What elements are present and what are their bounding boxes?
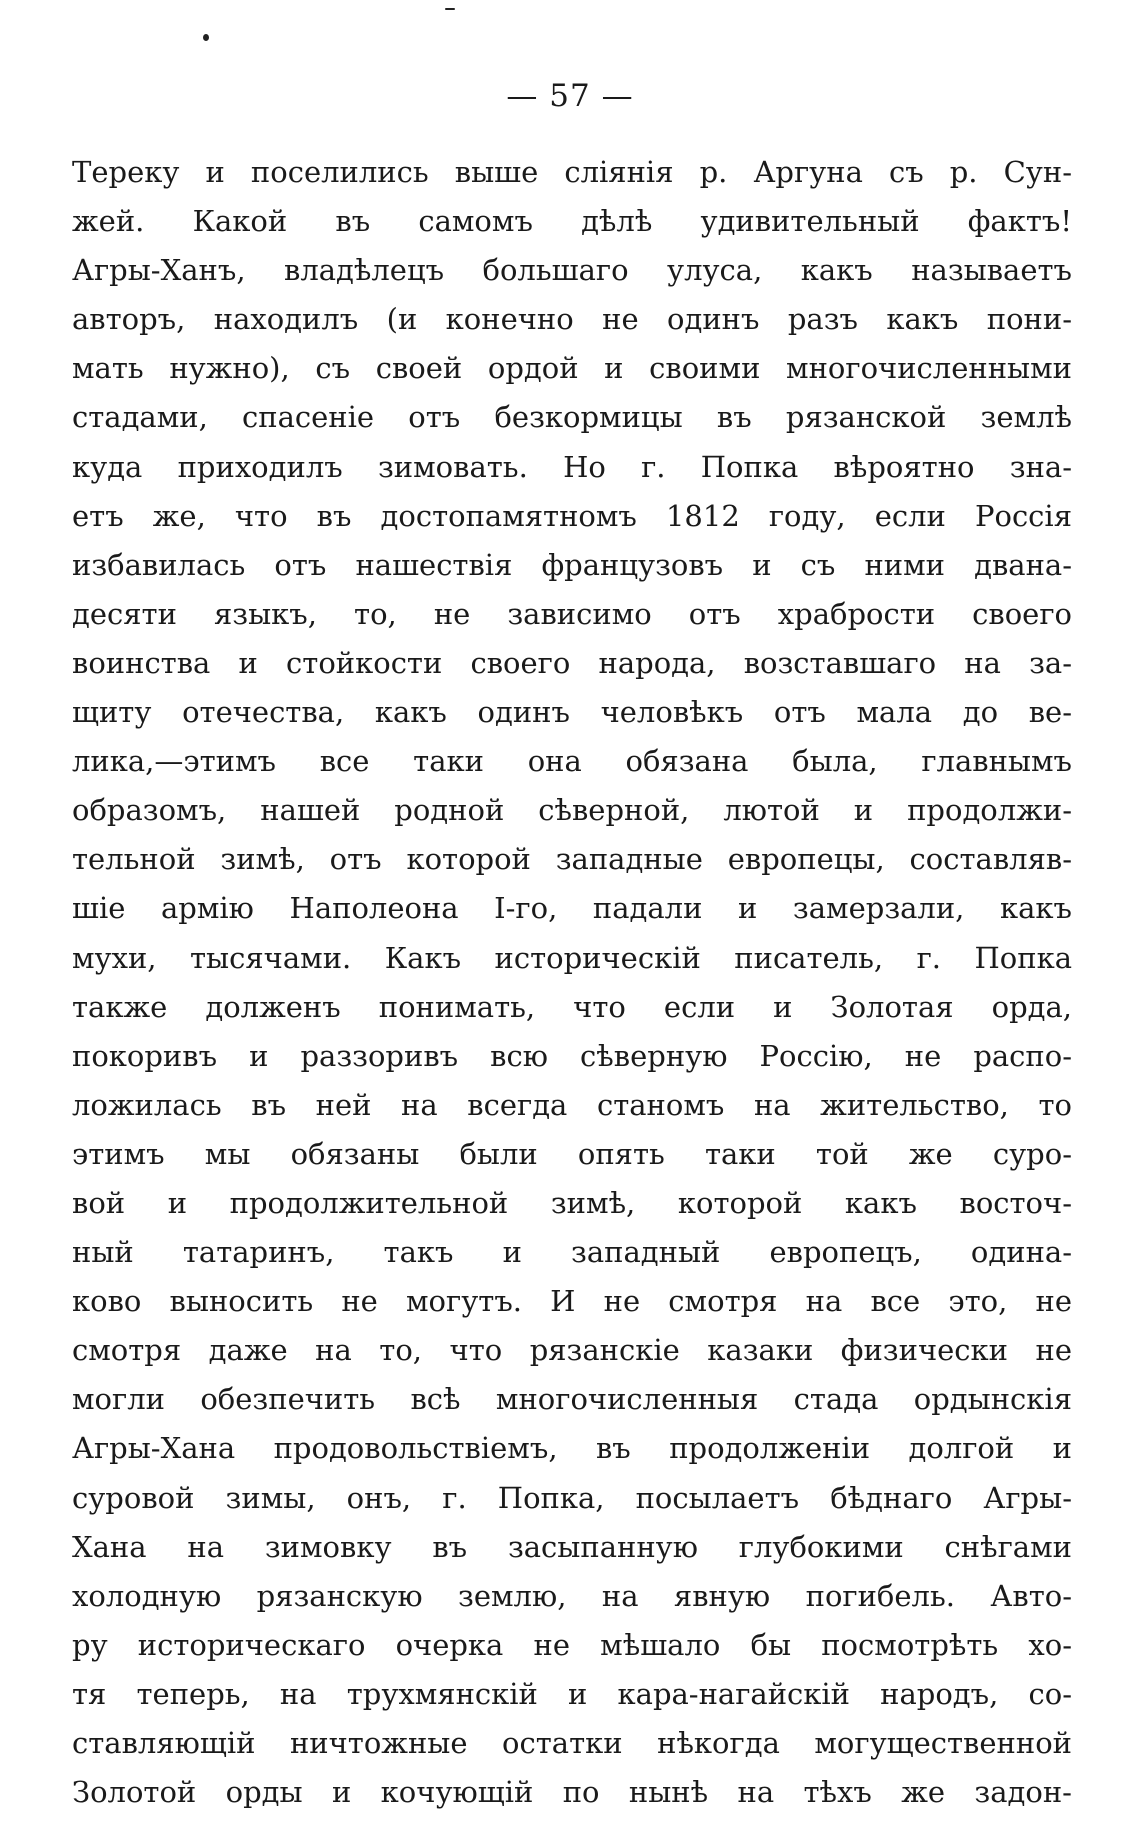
text-line: избавилась отъ нашествія французовъ и съ ними двана- bbox=[72, 547, 1072, 582]
text-line: также долженъ понимать, что если и Золотая орда, bbox=[72, 989, 1072, 1024]
text-line: лика,—этимъ все таки она обязана была, главнымъ bbox=[72, 744, 1072, 779]
print-speck bbox=[445, 8, 455, 10]
text-line: мухи, тысячами. Какъ историческій писатель, г. Попка bbox=[72, 940, 1072, 975]
text-line: десяти языкъ, то, не зависимо отъ храбрости своего bbox=[72, 596, 1072, 631]
text-line: Хана на зимовку въ засыпанную глубокими снѣгами bbox=[72, 1529, 1072, 1564]
text-line: шіе армію Наполеона І-го, падали и замерзали, какъ bbox=[72, 891, 1072, 926]
text-line: смотря даже на то, что рязанскіе казаки физически не bbox=[72, 1333, 1072, 1368]
page-number: — 57 — bbox=[506, 78, 634, 114]
text-line: ный татаринъ, такъ и западный европецъ, одина- bbox=[72, 1235, 1072, 1270]
text-line: покоривъ и раззоривъ всю сѣверную Россію, не распо- bbox=[72, 1038, 1072, 1073]
text-line: жей. Какой въ самомъ дѣлѣ удивительный фактъ! bbox=[72, 204, 1072, 239]
text-line: образомъ, нашей родной сѣверной, лютой и продолжи- bbox=[72, 793, 1072, 828]
text-line: етъ же, что въ достопамятномъ 1812 году, если Россія bbox=[72, 498, 1072, 533]
text-line: могли обезпечить всѣ многочисленныя стада ордынскія bbox=[72, 1382, 1072, 1417]
text-line: этимъ мы обязаны были опять таки той же суро- bbox=[72, 1136, 1072, 1171]
text-line: вой и продолжительной зимѣ, которой какъ восточ- bbox=[72, 1185, 1072, 1220]
text-line: авторъ, находилъ (и конечно не одинъ разъ какъ пони- bbox=[72, 302, 1072, 337]
body-text bbox=[72, 148, 1072, 1817]
text-line: щиту отечества, какъ одинъ человѣкъ отъ мала до ве- bbox=[72, 695, 1072, 730]
text-line: воинства и стойкости своего народа, возставшаго на за- bbox=[72, 645, 1072, 680]
text-line: холодную рязанскую землю, на явную погибель. Авто- bbox=[72, 1578, 1072, 1613]
text-line: суровой зимы, онъ, г. Попка, посылаетъ бѣднаго Агры- bbox=[72, 1480, 1072, 1515]
text-line: куда приходилъ зимовать. Но г. Попка вѣроятно зна- bbox=[72, 449, 1072, 484]
text-line: тельной зимѣ, отъ которой западные европецы, составляв- bbox=[72, 842, 1072, 877]
text-line: стадами, спасеніе отъ безкормицы въ рязанской землѣ bbox=[72, 400, 1072, 435]
text-line: Золотой орды и кочующій по нынѣ на тѣхъ же задон- bbox=[72, 1775, 1072, 1810]
text-line: ково выносить не могутъ. И не смотря на все это, не bbox=[72, 1284, 1072, 1319]
text-line: Тереку и поселились выше сліянія р. Аргуна съ р. Сун- bbox=[72, 155, 1072, 189]
text-line: ру историческаго очерка не мѣшало бы посмотрѣть хо- bbox=[72, 1627, 1072, 1662]
text-line: тя теперь, на трухмянскій и кара-нагайскій народъ, со- bbox=[72, 1676, 1072, 1711]
text-line: ставляющій ничтожные остатки нѣкогда могущественной bbox=[72, 1726, 1072, 1760]
text-line: Агры-Хана продовольствіемъ, въ продолженіи долгой и bbox=[72, 1431, 1072, 1466]
text-line: мать нужно), съ своей ордой и своими многочисленными bbox=[72, 351, 1072, 386]
text-line: ложилась въ ней на всегда станомъ на жительство, то bbox=[72, 1087, 1072, 1122]
text-line: Агры-Ханъ, владѣлецъ большаго улуса, какъ называетъ bbox=[72, 253, 1072, 288]
print-speck bbox=[203, 34, 209, 41]
